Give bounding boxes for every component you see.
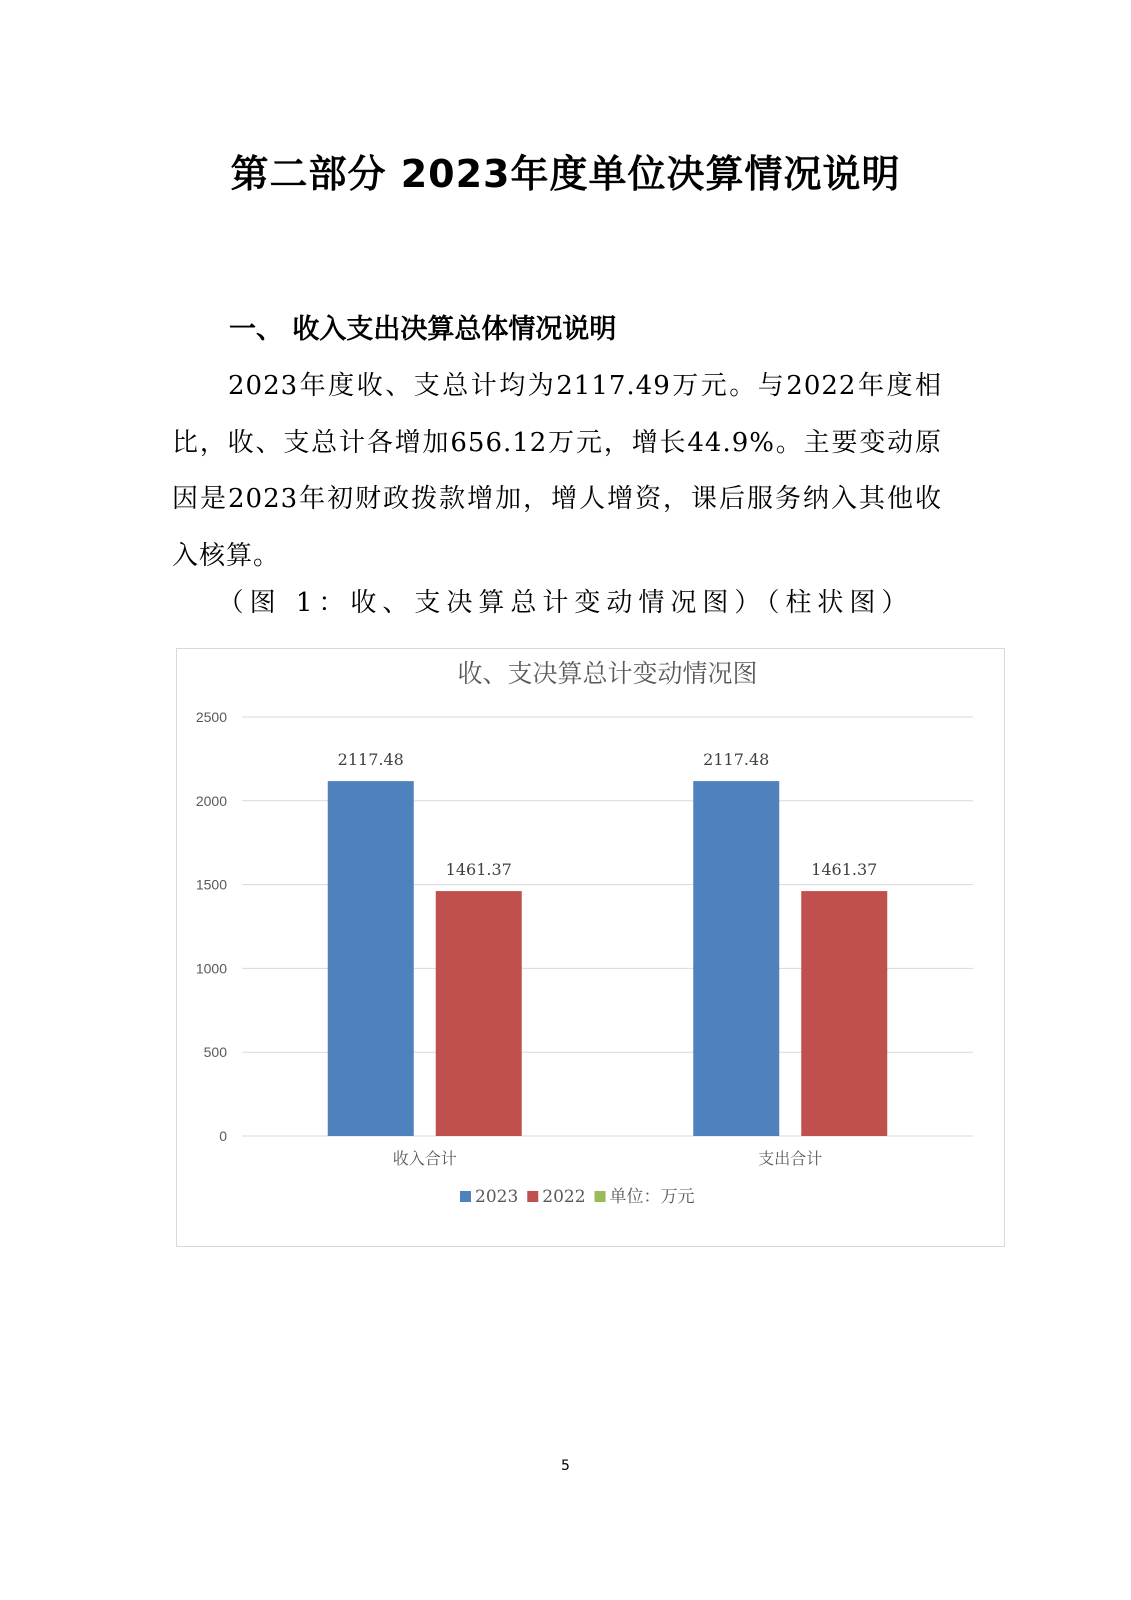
legend-label: 单位：万元 <box>609 1187 695 1207</box>
legend-swatch <box>460 1191 471 1202</box>
data-label: 1461.37 <box>445 860 512 880</box>
figure-caption: （图 1：收、支决算总计变动情况图）（柱状图） <box>217 588 914 618</box>
bar-chart <box>177 649 1004 1246</box>
legend-label: 2023 <box>475 1187 519 1207</box>
bar-2022-2 <box>801 891 887 1136</box>
legend-swatch <box>527 1191 538 1202</box>
y-tick-label: 0 <box>219 1128 227 1144</box>
data-label: 2117.48 <box>703 750 770 770</box>
chart-title: 收、支决算总计变动情况图 <box>457 659 758 688</box>
x-category-label: 支出合计 <box>758 1149 823 1168</box>
section-heading: 一、 收入支出决算总体情况说明 <box>229 314 617 345</box>
data-label: 2117.48 <box>337 750 404 770</box>
legend-label: 2022 <box>542 1187 586 1207</box>
bar-2022-1 <box>436 891 522 1136</box>
page-title: 第二部分 2023年度单位决算情况说明 <box>230 152 901 196</box>
y-tick-label: 2000 <box>195 792 227 809</box>
data-label: 1461.37 <box>811 860 878 880</box>
bar-2023-1 <box>328 781 414 1136</box>
y-tick-label: 2500 <box>195 709 227 725</box>
chart-container <box>176 648 1005 1247</box>
y-tick-label: 1000 <box>195 960 227 977</box>
x-category-label: 收入合计 <box>392 1149 457 1168</box>
y-tick-label: 500 <box>203 1044 227 1061</box>
bar-2023-2 <box>693 781 779 1136</box>
y-tick-label: 1500 <box>195 876 227 893</box>
legend-swatch <box>595 1191 606 1202</box>
page-number: 5 <box>561 1458 570 1474</box>
body-paragraph: 2023年度收、支总计均为2117.49万元。与2022年度相比，收、支总计各增加656.12万元，增长44.9%。主要变动原因是2023年初财政拨款增加，增人增资，课后服务纳入其他收入核算。 <box>172 371 942 571</box>
